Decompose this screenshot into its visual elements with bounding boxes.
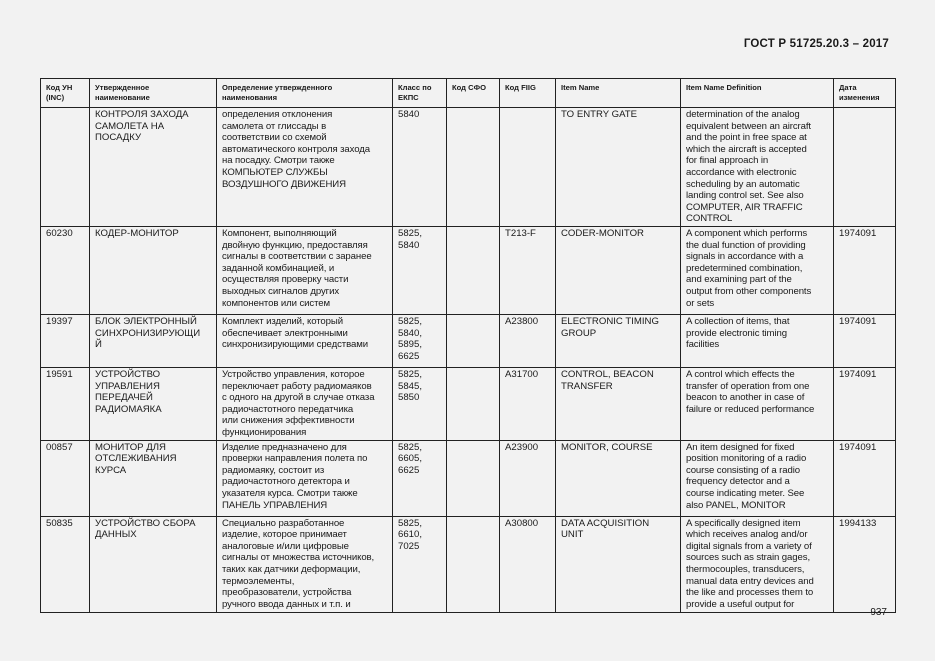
cell-class: 5825, 6610, 7025 — [393, 516, 447, 612]
cell-approved-name-definition: Специально разработанное изделие, которое принимает аналоговые и/или цифровые сигналы от множества источников, таких как датчики деформации, термоэлементы, преобразователи, устройства ручного ввода данных и т.п. и — [217, 516, 393, 612]
document-header: ГОСТ Р 51725.20.3 – 2017 — [743, 38, 889, 50]
cell-inc: 50835 — [41, 516, 90, 612]
cell-inc — [41, 108, 90, 227]
cell-inc: 60230 — [41, 227, 90, 315]
cell-fiig-code: A31700 — [500, 368, 556, 441]
cell-sfo-code — [447, 440, 500, 516]
column-header-change-date: Дата изменения — [834, 79, 896, 108]
cell-approved-name: УСТРОЙСТВО СБОРА ДАННЫХ — [90, 516, 217, 612]
cell-item-name: ELECTRONIC TIMING GROUP — [556, 315, 681, 368]
cell-change-date: 1974091 — [834, 227, 896, 315]
cell-sfo-code — [447, 227, 500, 315]
cell-class: 5825, 5840, 5895, 6625 — [393, 315, 447, 368]
cell-class: 5825, 5845, 5850 — [393, 368, 447, 441]
column-header-approved-name: Утвержденное наименование — [90, 79, 217, 108]
cell-inc: 00857 — [41, 440, 90, 516]
cell-item-name: MONITOR, COURSE — [556, 440, 681, 516]
column-header-fiig-code: Код FIIG — [500, 79, 556, 108]
table-header-row — [41, 79, 896, 108]
column-header-item-name: Item Name — [556, 79, 681, 108]
cell-item-name: CODER-MONITOR — [556, 227, 681, 315]
column-header-approved-name-definition: Определение утвержденного наименования — [217, 79, 393, 108]
page-number: 937 — [870, 607, 887, 618]
cell-change-date: 1974091 — [834, 368, 896, 441]
cell-inc: 19591 — [41, 368, 90, 441]
cell-approved-name: КОНТРОЛЯ ЗАХОДА САМОЛЕТА НА ПОСАДКУ — [90, 108, 217, 227]
cell-sfo-code — [447, 315, 500, 368]
cell-change-date: 1994133 — [834, 516, 896, 612]
cell-fiig-code — [500, 108, 556, 227]
cell-approved-name: УСТРОЙСТВО УПРАВЛЕНИЯ ПЕРЕДАЧЕЙ РАДИОМАЯКА — [90, 368, 217, 441]
cell-approved-name: БЛОК ЭЛЕКТРОННЫЙ СИНХРОНИЗИРУЮЩИ Й — [90, 315, 217, 368]
cell-change-date: 1974091 — [834, 315, 896, 368]
cell-item-name-definition: An item designed for fixed position monitoring of a radio course consisting of a radio frequency detector and a course indicating meter. See also PANEL, MONITOR — [681, 440, 834, 516]
column-header-item-name-definition: Item Name Definition — [681, 79, 834, 108]
cell-item-name: CONTROL, BEACON TRANSFER — [556, 368, 681, 441]
table-row — [41, 516, 896, 612]
cell-approved-name-definition: Компонент, выполняющий двойную функцию, предоставляя сигналы в соответствии с заранее заданной комбинацией, и осуществляя проверку части выходных сигналов других компонентов или систем — [217, 227, 393, 315]
table-row — [41, 440, 896, 516]
catalog-table — [40, 78, 896, 613]
cell-class: 5825, 5840 — [393, 227, 447, 315]
cell-fiig-code: A30800 — [500, 516, 556, 612]
cell-item-name: TO ENTRY GATE — [556, 108, 681, 227]
table-row — [41, 315, 896, 368]
cell-fiig-code: T213-F — [500, 227, 556, 315]
cell-change-date — [834, 108, 896, 227]
cell-item-name-definition: A specifically designed item which receives analog and/or digital signals from a variety of sources such as strain gages, thermocouples, transducers, manual data entry devices and the like and processes them to provide a useful output for — [681, 516, 834, 612]
cell-item-name-definition: A component which performs the dual function of providing signals in accordance with a predetermined combination, and examining part of the output from other components or sets — [681, 227, 834, 315]
table-row — [41, 227, 896, 315]
cell-fiig-code: A23900 — [500, 440, 556, 516]
cell-item-name-definition: A control which effects the transfer of operation from one beacon to another in case of failure or reduced performance — [681, 368, 834, 441]
cell-item-name-definition: determination of the analog equivalent between an aircraft and the point in free space at which the aircraft is accepted for final approach in accordance with electronic scheduling by an automatic landing control set. See also COMPUTER, AIR TRAFFIC CONTROL — [681, 108, 834, 227]
cell-inc: 19397 — [41, 315, 90, 368]
column-header-inc: Код УН (INC) — [41, 79, 90, 108]
cell-approved-name: КОДЕР-МОНИТОР — [90, 227, 217, 315]
cell-item-name-definition: A collection of items, that provide electronic timing facilities — [681, 315, 834, 368]
cell-item-name: DATA ACQUISITION UNIT — [556, 516, 681, 612]
cell-fiig-code: A23800 — [500, 315, 556, 368]
table-row — [41, 368, 896, 441]
cell-sfo-code — [447, 516, 500, 612]
cell-approved-name-definition: Изделие предназначено для проверки направления полета по радиомаяку, состоит из радиочастотного детектора и указателя курса. Смотри также ПАНЕЛЬ УПРАВЛЕНИЯ — [217, 440, 393, 516]
cell-sfo-code — [447, 368, 500, 441]
cell-approved-name: МОНИТОР ДЛЯ ОТСЛЕЖИВАНИЯ КУРСА — [90, 440, 217, 516]
cell-sfo-code — [447, 108, 500, 227]
table-row — [41, 108, 896, 227]
cell-change-date: 1974091 — [834, 440, 896, 516]
cell-approved-name-definition: Комплект изделий, который обеспечивает электронными синхронизирующими средствами — [217, 315, 393, 368]
cell-approved-name-definition: определения отклонения самолета от глиссады в соответствии со схемой автоматического контроля захода на посадку. Смотри также КОМПЬЮТЕР СЛУЖБЫ ВОЗДУШНОГО ДВИЖЕНИЯ — [217, 108, 393, 227]
cell-approved-name-definition: Устройство управления, которое переключает работу радиомаяков с одного на другой в случае отказа радиочастотного передатчика или снижения эффективности функционирования — [217, 368, 393, 441]
cell-class: 5825, 6605, 6625 — [393, 440, 447, 516]
column-header-class: Класс по ЕКПС — [393, 79, 447, 108]
column-header-sfo-code: Код СФО — [447, 79, 500, 108]
cell-class: 5840 — [393, 108, 447, 227]
